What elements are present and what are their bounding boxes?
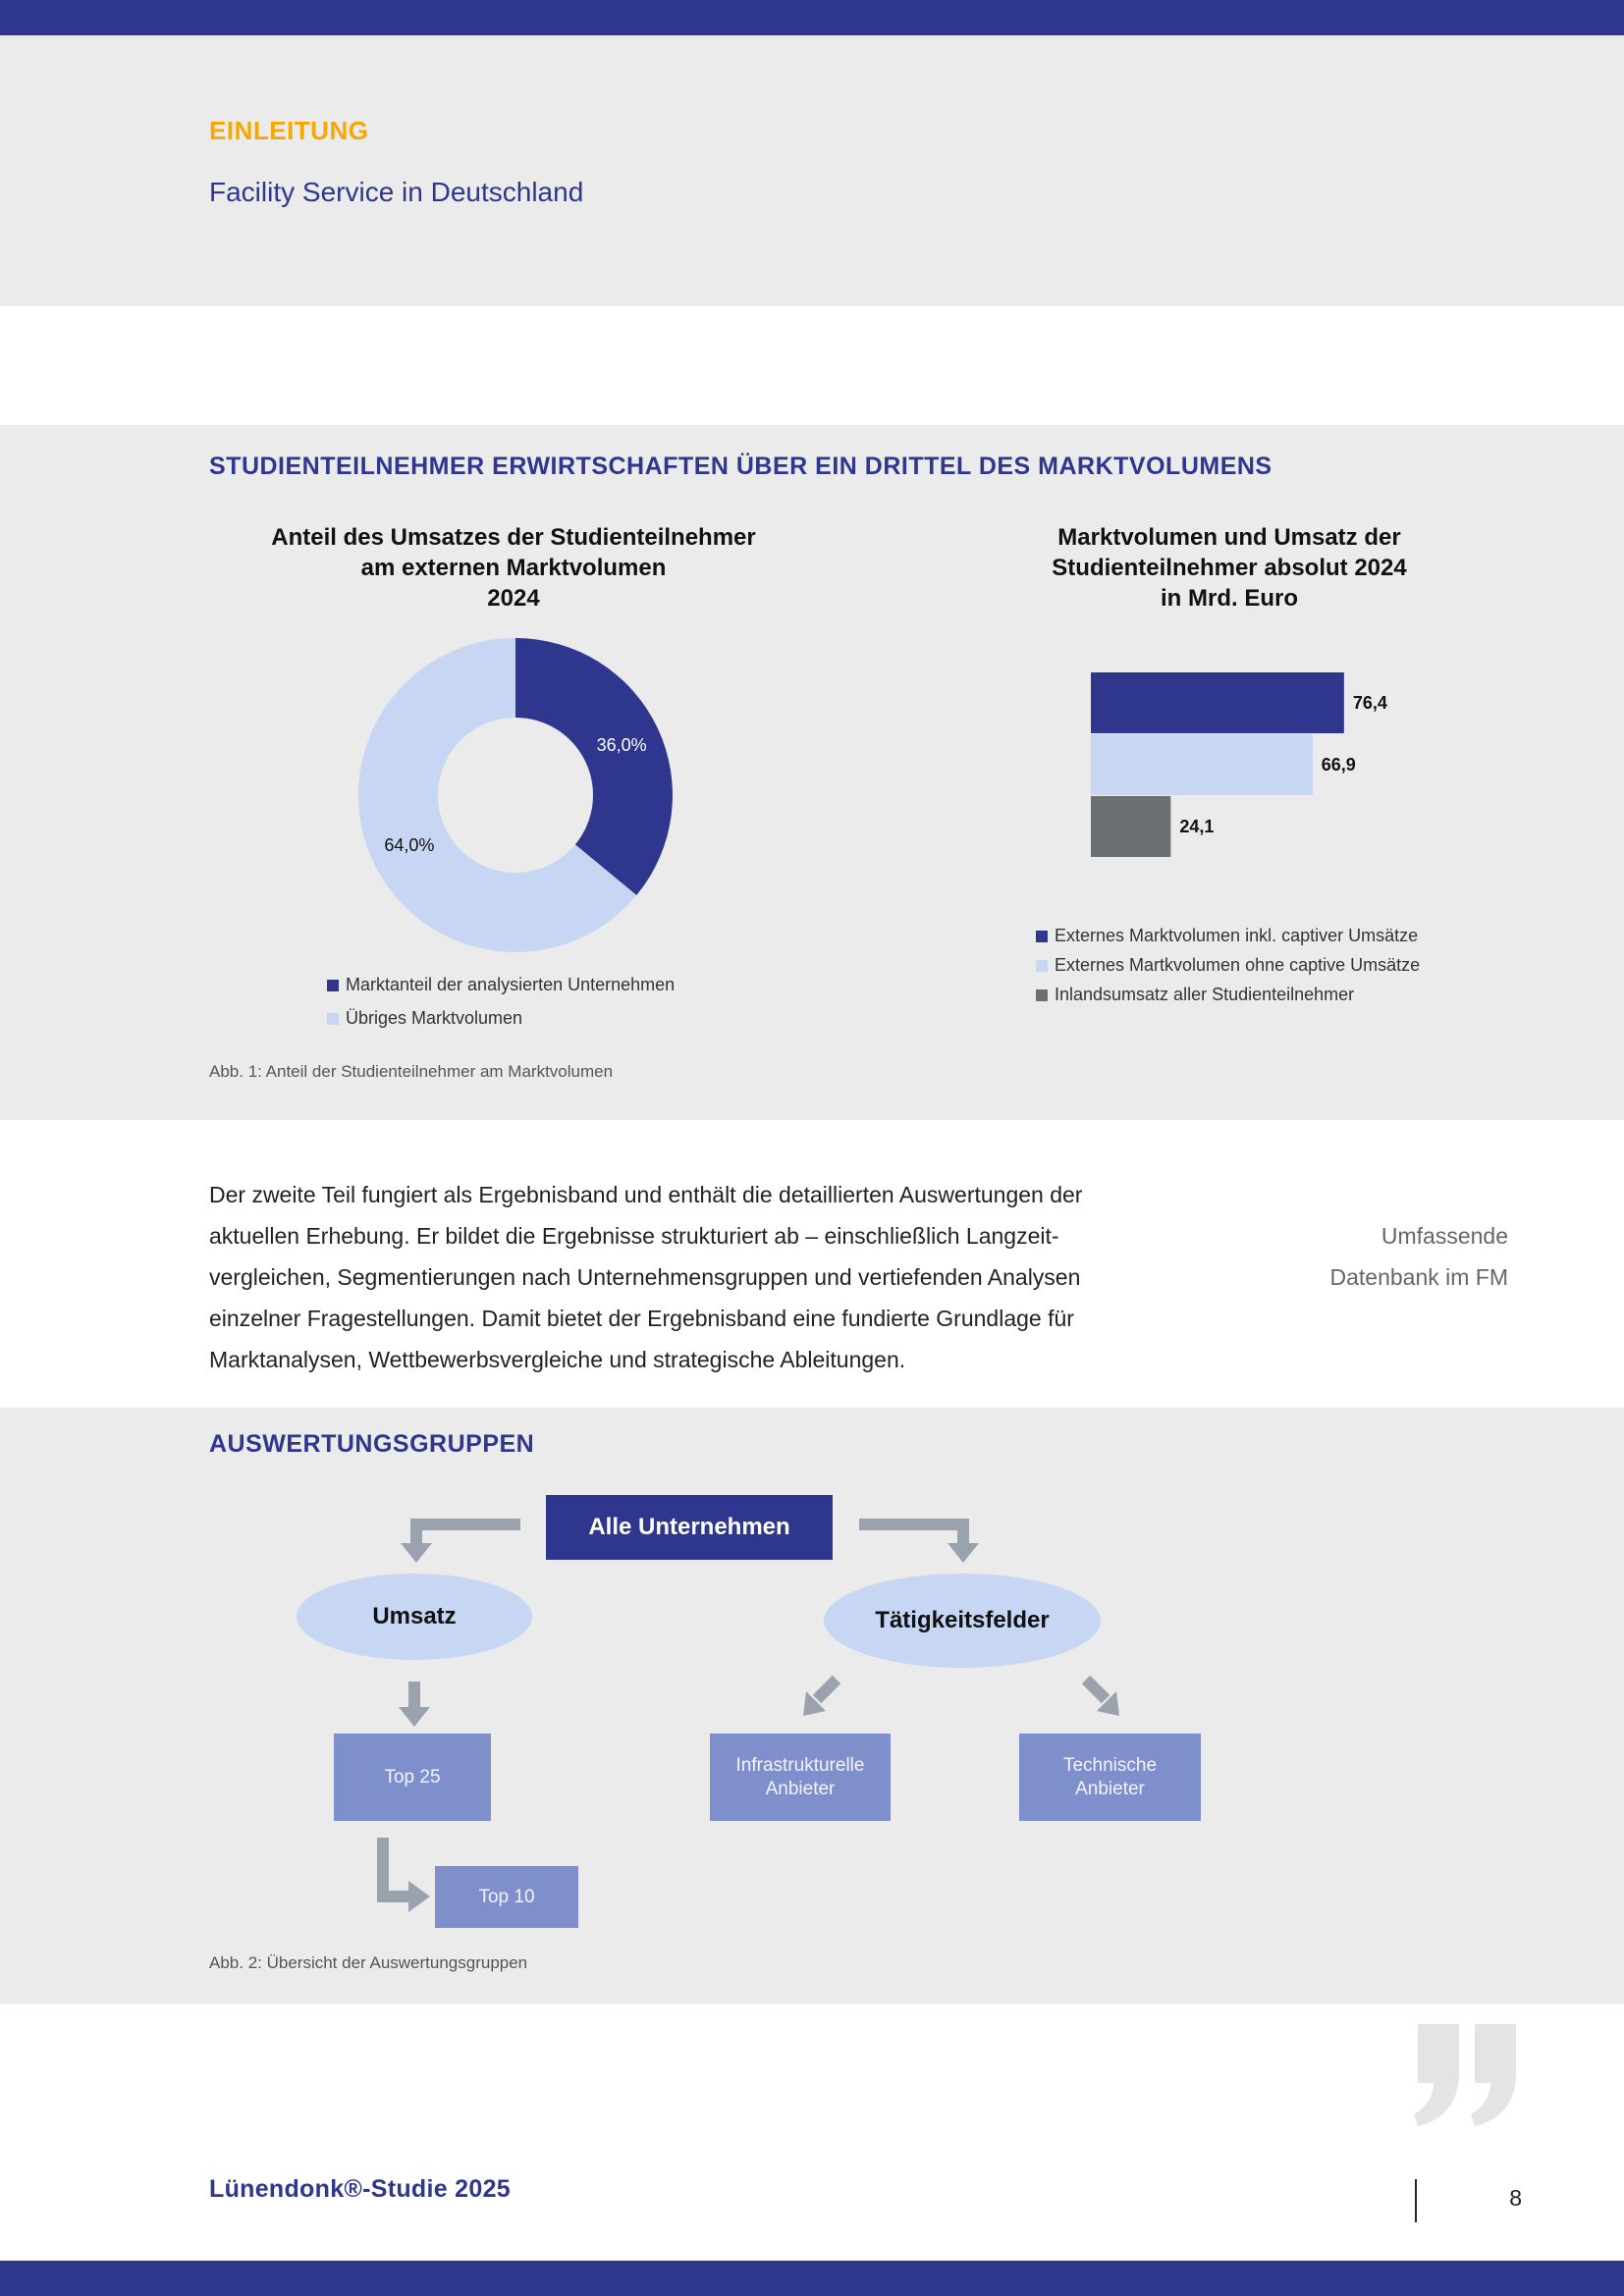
arrow-root-to-umsatz <box>416 1524 520 1545</box>
donut-title-line: 2024 <box>487 585 540 612</box>
bar-mark <box>1091 672 1344 733</box>
arrow-top25-to-top10 <box>383 1838 410 1896</box>
arrowhead <box>408 1881 430 1912</box>
legend-label: Übriges Marktvolumen <box>346 1008 523 1028</box>
bar-mark <box>1091 796 1170 857</box>
donut-chart <box>353 633 677 957</box>
page-subtitle: Facility Service in Deutschland <box>209 177 584 207</box>
donut-legend <box>327 975 675 1029</box>
legend-swatch <box>327 1013 339 1025</box>
footer-study-title: Lünendonk®-Studie 2025 <box>209 2175 512 2203</box>
bar-data-label: 76,4 <box>1352 693 1387 713</box>
node-infrastrukturelle-anbieter <box>710 1734 891 1821</box>
donut-data-label: 36,0% <box>596 735 647 756</box>
legend-label: Externes Martkvolumen ohne captive Umsätze <box>1055 955 1421 975</box>
node-line: Anbieter <box>765 1778 836 1799</box>
bar-title-line: Studienteilnehmer absolut 2024 <box>1052 555 1407 581</box>
legend-swatch <box>1036 960 1048 972</box>
node-taetigkeitsfelder: Tätigkeitsfelder <box>824 1574 1101 1668</box>
donut-chart-title <box>219 522 808 614</box>
section-label: EINLEITUNG <box>209 116 369 145</box>
legend-swatch <box>327 980 339 991</box>
node-top10: Top 10 <box>435 1866 578 1928</box>
bar-chart <box>1080 667 1434 864</box>
node-umsatz: Umsatz <box>297 1574 532 1660</box>
legend-label: Externes Marktvolumen inkl. captiver Umsätze <box>1055 926 1419 945</box>
arrow-taetigkeit-to-infra <box>817 1680 837 1699</box>
side-note-line: Datenbank im FM <box>1329 1264 1508 1290</box>
side-note <box>1214 1215 1508 1298</box>
legend-item <box>1036 955 1420 976</box>
legend-label: Inlandsumsatz aller Studienteilnehmer <box>1055 985 1355 1004</box>
bar-mark <box>1091 734 1313 795</box>
arrow-taetigkeit-to-tech <box>1086 1680 1106 1699</box>
legend-item <box>1036 926 1420 946</box>
donut-title-line: am externen Marktvolumen <box>360 555 667 581</box>
node-top25: Top 25 <box>334 1734 491 1821</box>
arrowhead <box>401 1543 432 1563</box>
footer-divider <box>1415 2179 1417 2222</box>
paragraph-line: Der zweite Teil fungiert als Ergebnisband und enthält die detaillierten Auswertungen der <box>209 1182 1083 1207</box>
donut-slice <box>515 638 673 895</box>
bottom-color-band <box>0 2261 1624 2296</box>
paragraph-line: Marktanalysen, Wettbewerbsvergleiche und strategische Ableitungen. <box>209 1347 906 1372</box>
paragraph-line: einzelner Fragestellungen. Damit bietet der Ergebnisband eine fundierte Grundlage für <box>209 1306 1074 1331</box>
legend-swatch <box>1036 931 1048 942</box>
arrowhead <box>399 1707 430 1727</box>
arrow-root-to-taetigkeit <box>859 1524 963 1545</box>
bar-title-line: Marktvolumen und Umsatz der <box>1057 524 1401 551</box>
figure1-caption: Abb. 1: Anteil der Studienteilnehmer am Marktvolumen <box>209 1062 614 1081</box>
node-line: Anbieter <box>1075 1778 1145 1799</box>
node-line: Infrastrukturelle <box>735 1754 865 1776</box>
node-line: Technische <box>1062 1754 1158 1776</box>
figure2-caption: Abb. 2: Übersicht der Auswertungsgruppen <box>209 1953 528 1972</box>
legend-item <box>327 1008 675 1029</box>
bar-legend <box>1036 926 1420 1005</box>
donut-data-label: 64,0% <box>384 834 435 855</box>
arrowhead <box>947 1543 979 1563</box>
bar-chart-title <box>984 522 1475 614</box>
node-root: Alle Unternehmen <box>546 1495 833 1560</box>
legend-item <box>327 975 675 995</box>
quote-mark-icon <box>1410 2024 1524 2126</box>
paragraph-line: aktuellen Erhebung. Er bildet die Ergebnisse strukturiert ab – einschließlich Langzeit- <box>209 1223 1059 1249</box>
page-number: 8 <box>1509 2185 1522 2211</box>
bar-data-label: 24,1 <box>1179 817 1215 836</box>
legend-item <box>1036 985 1420 1005</box>
top-color-band <box>0 0 1624 35</box>
donut-title-line: Anteil des Umsatzes der Studienteilnehmer <box>271 524 756 551</box>
figure2-heading: AUSWERTUNGSGRUPPEN <box>209 1430 535 1458</box>
paragraph-line: vergleichen, Segmentierungen nach Unternehmensgruppen und vertiefenden Analysen <box>209 1264 1081 1290</box>
figure1-heading: STUDIENTEILNEHMER ERWIRTSCHAFTEN ÜBER EIN DRITTEL DES MARKTVOLUMENS <box>209 453 1272 480</box>
bar-data-label: 66,9 <box>1321 755 1356 774</box>
header-block <box>0 35 1624 306</box>
bar-title-line: in Mrd. Euro <box>1161 585 1298 612</box>
legend-label: Marktanteil der analysierten Unternehmen <box>346 975 676 994</box>
side-note-line: Umfassende <box>1380 1223 1508 1249</box>
node-technische-anbieter <box>1019 1734 1201 1821</box>
body-paragraph <box>209 1174 1191 1380</box>
legend-swatch <box>1036 989 1048 1001</box>
